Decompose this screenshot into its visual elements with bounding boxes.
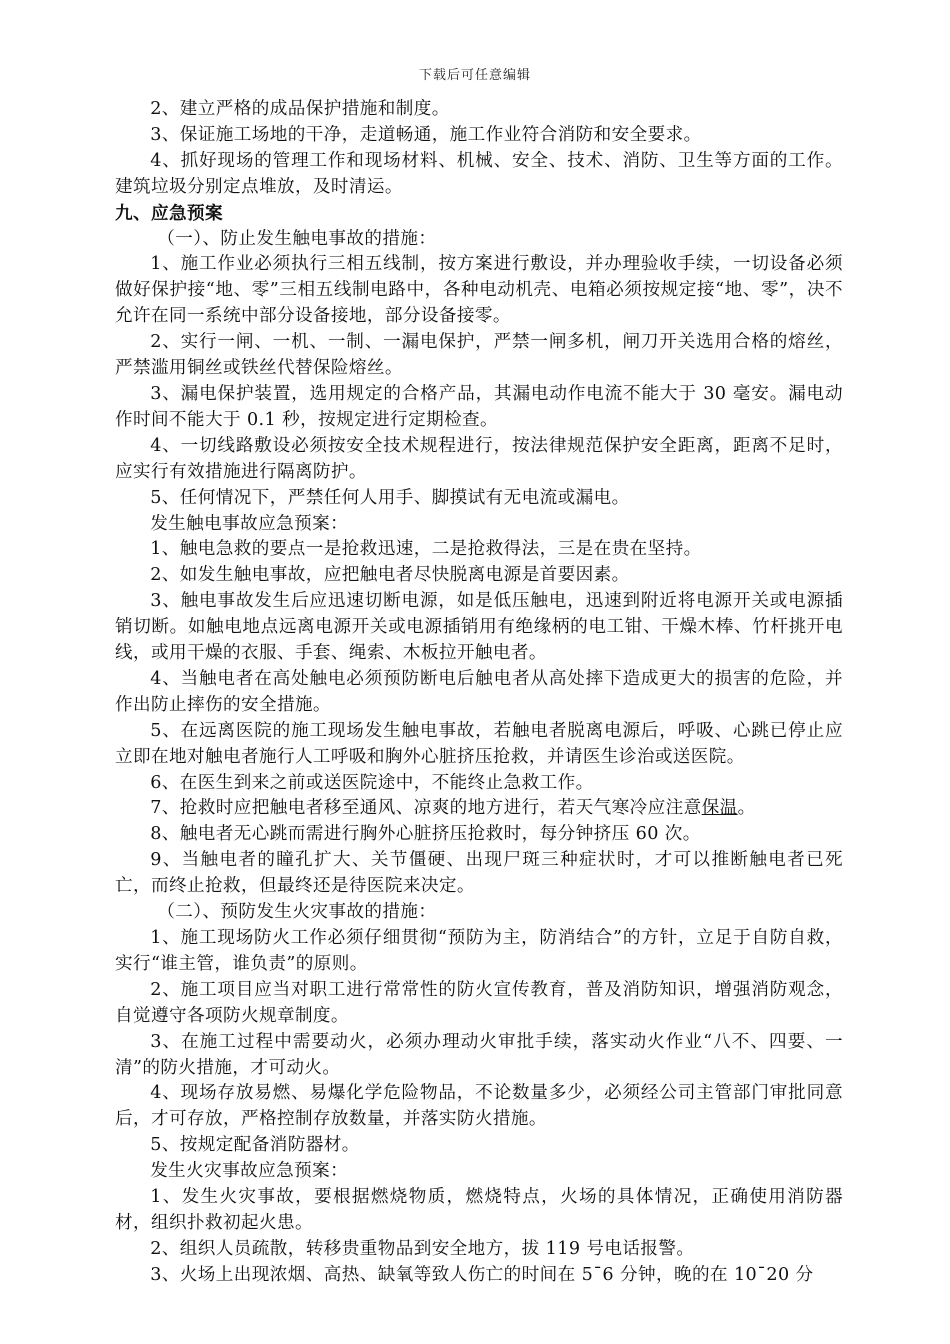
paragraph: 2、实行一闸、一机、一制、一漏电保护，严禁一闸多机，闸刀开关选用合格的熔丝，严禁滥用铜丝或铁丝代替保险熔丝。 <box>115 332 843 379</box>
paragraph: 3、漏电保护装置，选用规定的合格产品，其漏电动作电流不能大于 30 毫安。漏电动作时间不能大于 0.1 秒，按规定进行定期检查。 <box>115 383 843 430</box>
paragraph: 1、发生火灾事故，要根据燃烧物质，燃烧特点，火场的具体情况，正确使用消防器材，组织扑救初起火患。 <box>115 1187 843 1233</box>
paragraph: 6、在医生到来之前或送医院途中，不能终止急救工作。 <box>150 772 594 793</box>
section-heading: 九、应急预案 <box>115 202 223 224</box>
paragraph: 4、抓好现场的管理工作和现场材料、机械、安全、技术、消防、卫生等方面的工作。建筑垃圾分别定点堆放，及时清运。 <box>115 150 843 197</box>
page-header: 下载后可任意编辑 <box>418 68 531 83</box>
document-body <box>115 97 843 1289</box>
paragraph: 1、施工现场防火工作必须仔细贯彻“预防为主，防消结合”的方针，立足于自防自救，实行“谁主管，谁负责”的原则。 <box>115 928 843 974</box>
paragraph: 发生火灾事故应急预案： <box>150 1161 349 1182</box>
paragraph: 3、保证施工场地的干净，走道畅通，施工作业符合消防和安全要求。 <box>150 124 702 145</box>
paragraph: 5、按规定配备消防器材。 <box>150 1135 360 1156</box>
paragraph: 1、施工作业必须执行三相五线制，按方案进行敷设，并办理验收手续，一切设备必须做好保护接“地、零”三相五线制电路中，各种电动机壳、电箱必须按规定接“地、零”，决不允许在同一系统中部分设备接地，部分设备接零。 <box>115 254 843 327</box>
paragraph: 5、任何情况下，严禁任何人用手、脚摸试有无电流或漏电。 <box>150 487 630 508</box>
paragraph: 4、一切线路敷设必须按安全技术规程进行，按法律规范保护安全距离，距离不足时，应实行有效措施进行隔离防护。 <box>115 435 843 482</box>
paragraph: 发生触电事故应急预案： <box>150 513 349 534</box>
paragraph-text: 7、抢救时应把触电者移至通风、凉爽的地方进行，若天气寒冷应注意 <box>150 798 702 819</box>
paragraph: 8、触电者无心跳而需进行胸外心脏挤压抢救时，每分钟挤压 60 次。 <box>150 824 701 845</box>
paragraph: 2、施工项目应当对职工进行常常性的防火宣传教育，普及消防知识，增强消防观念，自觉遵守各项防火规章制度。 <box>115 979 843 1026</box>
paragraph: 5、在远离医院的施工现场发生触电事故，若触电者脱离电源后，呼吸、心跳已停止应立即在地对触电者施行人工呼吸和胸外心脏挤压抢救，并请医生诊治或送医院。 <box>115 720 843 767</box>
paragraph: 4、当触电者在高处触电必须预防断电后触电者从高处摔下造成更大的损害的危险，并作出防止摔伤的安全措施。 <box>115 668 843 715</box>
paragraph: 4、现场存放易燃、易爆化学危险物品，不论数量多少，必须经公司主管部门审批同意后，才可存放，严格控制存放数量，并落实防火措施。 <box>115 1083 843 1130</box>
paragraph: 1、触电急救的要点一是抢救迅速，二是抢救得法，三是在贵在坚持。 <box>150 539 702 560</box>
paragraph: 3、在施工过程中需要动火，必须办理动火审批手续，落实动火作业“八不、四要、一清”的防火措施，才可动火。 <box>115 1031 843 1078</box>
subsection-heading: （一）、防止发生触电事故的措施： <box>157 228 437 249</box>
paragraph-text: 。 <box>737 798 756 819</box>
subsection-heading: （二）、预防发生火灾事故的措施： <box>157 902 437 923</box>
underlined-text: 保温 <box>701 798 738 819</box>
paragraph: 9、当触电者的瞳孔扩大、关节僵硬、出现尸斑三种症状时，才可以推断触电者已死亡，而终止抢救，但最终还是待医院来决定。 <box>115 850 843 897</box>
paragraph: 2、建立严格的成品保护措施和制度。 <box>150 99 450 119</box>
paragraph: 2、组织人员疏散，转移贵重物品到安全地方，拔 119 号电话报警。 <box>150 1238 695 1259</box>
paragraph <box>115 796 843 822</box>
paragraph: 3、火场上出现浓烟、高热、缺氧等致人伤亡的时间在 5¯6 分钟，晚的在 10¯20 分 <box>150 1264 814 1285</box>
paragraph: 3、触电事故发生后应迅速切断电源，如是低压触电，迅速到附近将电源开关或电源插销切断。如触电地点远离电源开关或电源插销用有绝缘柄的电工钳、干燥木棒、竹杆挑开电线，或用干燥的衣服、手套、绳索、木板拉开触电者。 <box>115 591 843 664</box>
paragraph: 2、如发生触电事故，应把触电者尽快脱离电源是首要因素。 <box>150 565 630 586</box>
